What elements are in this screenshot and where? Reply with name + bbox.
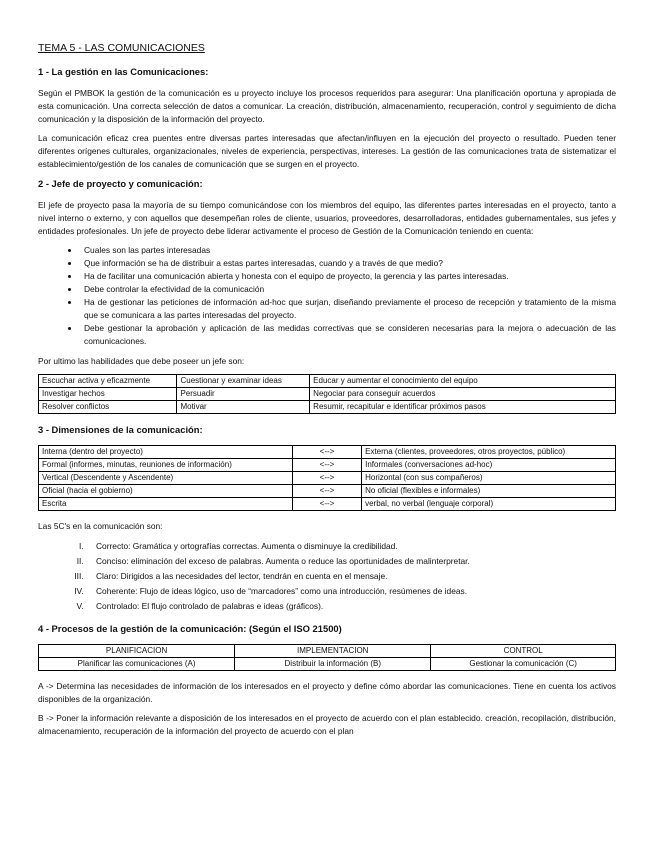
five-cs-intro: Las 5C's en la comunicación son: [38, 521, 163, 531]
table-cell: <--> [292, 485, 361, 498]
table-row [39, 472, 616, 485]
section-2-heading: 2 - Jefe de proyecto y comunicación: [38, 178, 203, 189]
table-cell: Planificar las comunicaciones (A) [39, 658, 235, 671]
list-item: • Ha de gestionar las peticiones de información ad-hoc que surjan, diseñando previamente el proceso de recepción y tratamiento de la misma que se comunicara a las partes interesadas del proyecto. [80, 296, 616, 322]
table-row [39, 658, 616, 671]
list-item: • Debe controlar la efectividad de la comunicación [80, 283, 616, 296]
table-cell: Persuadir [177, 388, 310, 401]
table-cell: <--> [292, 459, 361, 472]
list-item: II. Conciso: eliminación del exceso de palabras. Aumenta o reduce las oportunidades de malinterpretar. [86, 554, 616, 569]
list-item: • Que información se ha de distribuir a estas partes interesadas, cuando y a través de que medio? [80, 257, 616, 270]
table-row [39, 498, 616, 511]
document-page [38, 42, 616, 744]
process-a-paragraph: A -> Determina las necesidades de información de los interesados en el proyecto y define cómo abordar las comunicaciones. Tiene en cuenta los activos disponibles de la organización. [38, 681, 616, 704]
table-cell: <--> [292, 446, 361, 459]
dimensions-table [38, 445, 616, 511]
table-cell: Vertical (Descendente y Ascendente) [39, 472, 293, 485]
processes-table [38, 644, 616, 671]
table-cell: Distribuir la información (B) [235, 658, 431, 671]
table-row [39, 388, 616, 401]
table-row [39, 446, 616, 459]
list-item: V. Controlado: El flujo controlado de palabras e ideas (gráficos). [86, 599, 616, 614]
list-item: III. Claro: Dirigidos a las necesidades del lector, tendrán en cuenta en el mensaje. [86, 569, 616, 584]
table-cell: Resolver conflictos [39, 401, 177, 414]
table-cell: Negociar para conseguir acuerdos [310, 388, 616, 401]
table-header: PLANIFICACION [39, 645, 235, 658]
section-4-heading: 4 - Procesos de la gestión de la comunicación: (Según el ISO 21500) [38, 623, 342, 634]
table-row [39, 375, 616, 388]
table-cell: Motivar [177, 401, 310, 414]
table-cell: <--> [292, 472, 361, 485]
table-cell: Escrita [39, 498, 293, 511]
section-1-heading: 1 - La gestión en las Comunicaciones: [38, 66, 209, 77]
list-item: I. Correcto: Gramática y ortografías correctas. Aumenta o disminuye la credibilidad. [86, 539, 616, 554]
process-b-paragraph: B -> Poner la información relevante a disposición de los interesados en el proyecto de acuerdo con el plan establecido. creación, recopilación, distribución, almacenamiento, recuperación de la información del proyecto de acuerdo con el plan [38, 713, 616, 736]
table-header: IMPLEMENTACION [235, 645, 431, 658]
table-row [39, 485, 616, 498]
list-item: IV. Coherente: Flujo de ideas lógico, uso de “marcadores” como una introducción, resúmenes de ideas. [86, 584, 616, 599]
table-cell: Gestionar la comunicación (C) [431, 658, 616, 671]
section-3-heading: 3 - Dimensiones de la comunicación: [38, 424, 203, 435]
skills-table [38, 374, 616, 414]
responsibilities-list [38, 244, 616, 348]
table-row [39, 645, 616, 658]
table-cell: Escuchar activa y eficazmente [39, 375, 177, 388]
section-1-paragraph-1: Según el PMBOK la gestión de la comunicación es u proyecto incluye los procesos requeridos para asegurar: Una planificación oportuna y apropiada de esta comunicación. Una correcta selección de datos a comunicar. La creación, distribución, almacenamiento, recuperación, control y seguimiento de dicha comunicación y la disposición de la información del proyecto. [38, 88, 616, 124]
table-cell: <--> [292, 498, 361, 511]
document-title: TEMA 5 - LAS COMUNICACIONES [38, 42, 205, 54]
table-cell: Interna (dentro del proyecto) [39, 446, 293, 459]
table-cell: Formal (informes, minutas, reuniones de información) [39, 459, 293, 472]
five-cs-list [38, 539, 616, 614]
table-header: CONTROL [431, 645, 616, 658]
table-cell: Investigar hechos [39, 388, 177, 401]
table-cell: Cuestionar y examinar ideas [177, 375, 310, 388]
table-cell: Externa (clientes, proveedores, otros proyectos, público) [362, 446, 616, 459]
table-cell: Informales (conversaciones ad-hoc) [362, 459, 616, 472]
table-cell: Horizontal (con sus compañeros) [362, 472, 616, 485]
list-item: • Cuales son las partes interesadas [80, 244, 616, 257]
section-1-paragraph-2: La comunicación eficaz crea puentes entre diversas partes interesadas que afectan/influyen en la ejecución del proyecto o resultado. Pueden tener diferentes orígenes culturales, organizacionales, niveles de experiencia, perspectivas, intereses. La gestión de las comunicaciones trata de sistematizar el establecimiento/gestión de los canales de comunicación que se surgen en el proyecto. [38, 133, 616, 169]
skills-intro: Por ultimo las habilidades que debe poseer un jefe son: [38, 356, 245, 366]
table-cell: Oficial (hacia el gobierno) [39, 485, 293, 498]
table-cell: Educar y aumentar el conocimiento del equipo [310, 375, 616, 388]
list-item: • Debe gestionar la aprobación y aplicación de las medidas correctivas que se consideren necesarias para la mejora o adecuación de las comunicaciones. [80, 322, 616, 348]
table-cell: verbal, no verbal (lenguaje corporal) [362, 498, 616, 511]
table-cell: No oficial (flexibles e informales) [362, 485, 616, 498]
table-row [39, 401, 616, 414]
section-2-paragraph: El jefe de proyecto pasa la mayoría de su tiempo comunicándose con los miembros del equipo, las diferentes partes interesadas en el proyecto, tanto a nivel interno o externo, y con aquellos que desempeñan roles de cliente, usuarios, proveedores, desarrolladoras, entidades gubernamentales, sus jefes y entidades profesionales. Un jefe de proyecto debe liderar activamente el proceso de Gestión de la Comunicación teniendo en cuenta: [38, 200, 616, 236]
list-item: • Ha de facilitar una comunicación abierta y honesta con el equipo de proyecto, la gerencia y las partes interesadas. [80, 270, 616, 283]
table-row [39, 459, 616, 472]
table-cell: Resumir, recapitular e identificar próximos pasos [310, 401, 616, 414]
